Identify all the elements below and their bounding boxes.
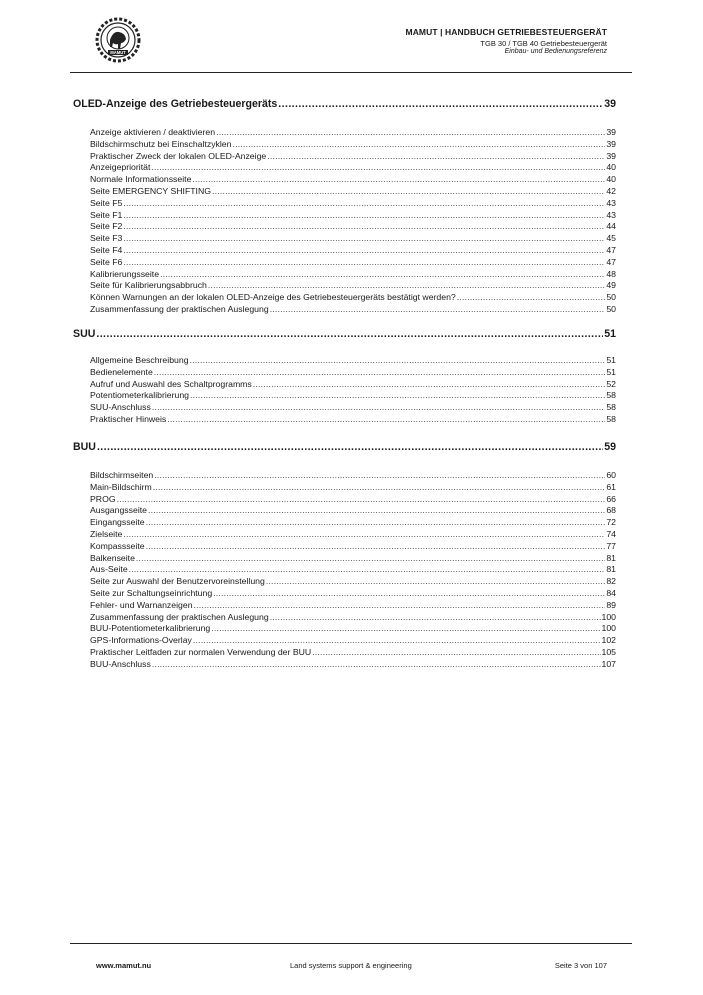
toc-leader-dots [167, 414, 605, 424]
toc-item-page: 100 [601, 623, 616, 634]
toc-leader-dots [117, 494, 606, 504]
toc-item[interactable] [90, 151, 616, 162]
toc-leader-dots [270, 612, 601, 622]
toc-item-page: 47 [606, 245, 616, 255]
toc-item-title: Seite F2 [90, 221, 123, 232]
toc-item-title: Aufruf und Auswahl des Schaltprogramms [90, 378, 252, 389]
toc-leader-dots [278, 98, 603, 110]
toc-leader-dots [154, 367, 606, 377]
toc-leader-dots [152, 402, 605, 412]
toc-item-page: 43 [606, 209, 616, 220]
toc-section-title: SUU [73, 328, 96, 340]
footer-website: www.mamut.nu [96, 961, 152, 970]
footer-page-info: Seite 3 von 107 [554, 961, 607, 970]
toc-item-title: BUU-Potentiometerkalibrierung [90, 623, 211, 634]
toc-item[interactable] [90, 367, 616, 378]
toc-section[interactable] [73, 441, 616, 454]
toc-item[interactable] [90, 494, 616, 505]
toc-item-page: 82 [606, 576, 616, 587]
toc-leader-dots [129, 564, 606, 574]
toc-leader-dots [96, 328, 603, 340]
toc-leader-dots [253, 379, 606, 389]
toc-leader-dots [136, 553, 605, 563]
toc-item-title: Bildschirmseiten [90, 470, 154, 480]
toc-leader-dots [190, 390, 605, 400]
toc-item[interactable] [90, 221, 616, 232]
toc-leader-dots [146, 517, 606, 527]
toc-item[interactable] [90, 414, 616, 425]
toc-item[interactable] [90, 280, 616, 291]
toc-item[interactable] [90, 505, 616, 516]
toc-item-title: Ausgangsseite [90, 505, 147, 516]
toc-item-title: Zielseite [90, 529, 123, 539]
toc-leader-dots [153, 482, 606, 492]
toc-item-page: 61 [606, 481, 616, 492]
toc-item-page: 51 [606, 366, 616, 377]
toc-item-title: Anzeige aktivieren / deaktivieren [90, 127, 216, 137]
toc-item-page: 40 [606, 174, 616, 185]
toc-item[interactable] [90, 470, 616, 481]
toc-item-title: Bildschirmschutz bei Einschaltzyklen [90, 138, 232, 149]
toc-item-title: Seite für Kalibrierungsabbruch [90, 280, 207, 291]
toc-leader-dots [123, 210, 605, 220]
toc-item-page: 51 [606, 355, 616, 365]
toc-item[interactable] [90, 517, 616, 528]
toc-leader-dots [213, 588, 605, 598]
toc-item[interactable] [90, 139, 616, 150]
toc-item-page: 58 [606, 390, 616, 401]
toc-item-page: 39 [606, 127, 616, 137]
toc-item[interactable] [90, 612, 616, 623]
toc-item[interactable] [90, 564, 616, 575]
toc-item[interactable] [90, 304, 616, 315]
toc-item[interactable] [90, 379, 616, 390]
toc-item-title: SUU-Anschluss [90, 402, 151, 413]
toc-item-page: 52 [606, 378, 616, 389]
toc-leader-dots [148, 505, 605, 515]
toc-item[interactable] [90, 600, 616, 611]
toc-item-page: 72 [606, 517, 616, 528]
toc-item-title: Bedienelemente [90, 366, 153, 377]
toc-item-title: Praktischer Leitfaden zur normalen Verwendung der BUU [90, 647, 312, 657]
toc-leader-dots [123, 529, 605, 539]
toc-item[interactable] [90, 623, 616, 634]
toc-item[interactable] [90, 186, 616, 197]
toc-leader-dots [154, 470, 605, 480]
toc-item[interactable] [90, 402, 616, 413]
toc-item-title: Balkenseite [90, 552, 135, 563]
footer-tagline: Land systems support & engineering [290, 961, 412, 970]
toc-item[interactable] [90, 198, 616, 209]
toc-item[interactable] [90, 269, 616, 280]
toc-leader-dots [216, 127, 605, 137]
toc-item-title: Praktischer Hinweis [90, 414, 167, 424]
toc-item-page: 107 [601, 658, 616, 669]
toc-item-page: 74 [606, 529, 616, 539]
toc-item-page: 45 [606, 233, 616, 244]
header-subtitle: TGB 30 / TGB 40 Getriebesteuergerät [480, 39, 607, 48]
toc-item-title: Kalibrierungsseite [90, 268, 160, 279]
toc-item[interactable] [90, 635, 616, 646]
toc-item-title: Seite EMERGENCY SHIFTING [90, 186, 212, 196]
toc-item[interactable] [90, 588, 616, 599]
toc-item[interactable] [90, 659, 616, 670]
toc-leader-dots [160, 269, 605, 279]
toc-item-title: Eingangsseite [90, 517, 145, 528]
toc-item-page: 50 [606, 292, 616, 303]
toc-leader-dots [270, 304, 606, 314]
header-divider [70, 72, 632, 73]
toc-leader-dots [266, 576, 606, 586]
toc-item-title: Anzeigepriorität [90, 162, 151, 173]
toc-item-title: Zusammenfassung der praktischen Auslegung [90, 611, 269, 622]
toc-item-page: 68 [606, 505, 616, 516]
toc-item-page: 81 [606, 552, 616, 563]
toc-section-title: OLED-Anzeige des Getriebesteuergeräts [73, 98, 278, 110]
toc-item-page: 58 [606, 402, 616, 413]
toc-item[interactable] [90, 257, 616, 268]
mamut-logo-icon [94, 16, 142, 64]
toc-item-title: Seite zur Schaltungseinrichtung [90, 588, 213, 598]
toc-item-page: 43 [606, 197, 616, 208]
toc-item-title: BUU-Anschluss [90, 658, 151, 669]
toc-item-title: Normale Informationsseite [90, 174, 192, 185]
toc-item-page: 44 [606, 221, 616, 232]
toc-leader-dots [211, 623, 600, 633]
toc-item-page: 105 [601, 647, 616, 657]
toc-item[interactable] [90, 127, 616, 138]
toc-item[interactable] [90, 482, 616, 493]
toc-leader-dots [267, 151, 605, 161]
toc-section[interactable] [73, 98, 616, 111]
toc-leader-dots [97, 441, 603, 453]
logo-text: MAMUT [110, 50, 126, 56]
toc-leader-dots [208, 280, 605, 290]
toc-item-page: 89 [606, 599, 616, 610]
toc-leader-dots [151, 162, 605, 172]
toc-item-title: Seite F1 [90, 209, 123, 220]
toc-item[interactable] [90, 210, 616, 221]
toc-item-page: 49 [606, 280, 616, 291]
toc-leader-dots [192, 174, 605, 184]
toc-item-page: 58 [606, 414, 616, 424]
toc-item-title: Zusammenfassung der praktischen Auslegung [90, 304, 269, 314]
toc-leader-dots [123, 233, 605, 243]
toc-leader-dots [123, 257, 605, 267]
header-subtitle-italic: Einbau- und Bedienungsreferenz [504, 48, 607, 55]
toc-item-title: Können Warnungen an der lokalen OLED-Anzeige des Getriebesteuergeräts bestätigt werden? [90, 292, 456, 303]
toc-item-page: 47 [606, 256, 616, 267]
toc-leader-dots [152, 659, 601, 669]
toc-item-title: Fehler- und Warnanzeigen [90, 599, 193, 610]
toc-leader-dots [123, 245, 605, 255]
toc-item-title: Seite F5 [90, 197, 123, 208]
toc-leader-dots [457, 292, 606, 302]
toc-item[interactable] [90, 162, 616, 173]
toc-section[interactable] [73, 328, 616, 341]
toc-item-page: 40 [606, 162, 616, 173]
toc-item-title: Potentiometerkalibrierung [90, 390, 189, 401]
toc-item-title: Seite F4 [90, 245, 123, 255]
toc-item-title: GPS-Informations-Overlay [90, 635, 192, 646]
toc-item[interactable] [90, 233, 616, 244]
toc-item[interactable] [90, 390, 616, 401]
toc-item[interactable] [90, 245, 616, 256]
toc-leader-dots [123, 221, 605, 231]
toc-item[interactable] [90, 292, 616, 303]
toc-item-page: 81 [606, 564, 616, 575]
toc-item[interactable] [90, 529, 616, 540]
toc-section-page: 59 [604, 441, 616, 453]
toc-leader-dots [312, 647, 600, 657]
toc-item-title: PROG [90, 493, 116, 504]
toc-item-page: 84 [606, 588, 616, 598]
toc-item[interactable] [90, 541, 616, 552]
toc-item[interactable] [90, 647, 616, 658]
toc-item-page: 50 [606, 304, 616, 314]
toc-leader-dots [194, 600, 606, 610]
toc-item-page: 39 [606, 150, 616, 161]
toc-leader-dots [212, 186, 605, 196]
toc-item[interactable] [90, 576, 616, 587]
toc-item[interactable] [90, 174, 616, 185]
toc-item-title: Aus-Seite [90, 564, 128, 575]
toc-item-page: 66 [606, 493, 616, 504]
toc-item-page: 102 [601, 635, 616, 646]
toc-item-page: 48 [606, 268, 616, 279]
toc-item-title: Seite zur Auswahl der Benutzervoreinstellung [90, 576, 265, 587]
toc-item-page: 100 [601, 611, 616, 622]
footer-divider [70, 943, 632, 944]
toc-section-page: 39 [604, 98, 616, 110]
toc-item[interactable] [90, 553, 616, 564]
toc-item-title: Main-Bildschirm [90, 481, 152, 492]
toc-section-title: BUU [73, 441, 96, 453]
toc-item-page: 42 [606, 186, 616, 196]
toc-section-page: 51 [604, 328, 616, 340]
toc-item-page: 60 [606, 470, 616, 480]
toc-item-title: Allgemeine Beschreibung [90, 355, 189, 365]
toc-item-page: 39 [606, 138, 616, 149]
toc-leader-dots [193, 635, 601, 645]
toc-leader-dots [232, 139, 605, 149]
toc-item-title: Kompassseite [90, 540, 145, 551]
toc-item-page: 77 [606, 540, 616, 551]
toc-item-title: Seite F3 [90, 233, 123, 244]
toc-leader-dots [123, 198, 605, 208]
toc-item-title: Seite F6 [90, 256, 123, 267]
header-title: MAMUT | HANDBUCH GETRIEBESTEUERGERÄT [405, 27, 607, 37]
toc-item-title: Praktischer Zweck der lokalen OLED-Anzeige [90, 150, 267, 161]
toc-leader-dots [146, 541, 606, 551]
toc-leader-dots [190, 355, 606, 365]
toc-item[interactable] [90, 355, 616, 366]
